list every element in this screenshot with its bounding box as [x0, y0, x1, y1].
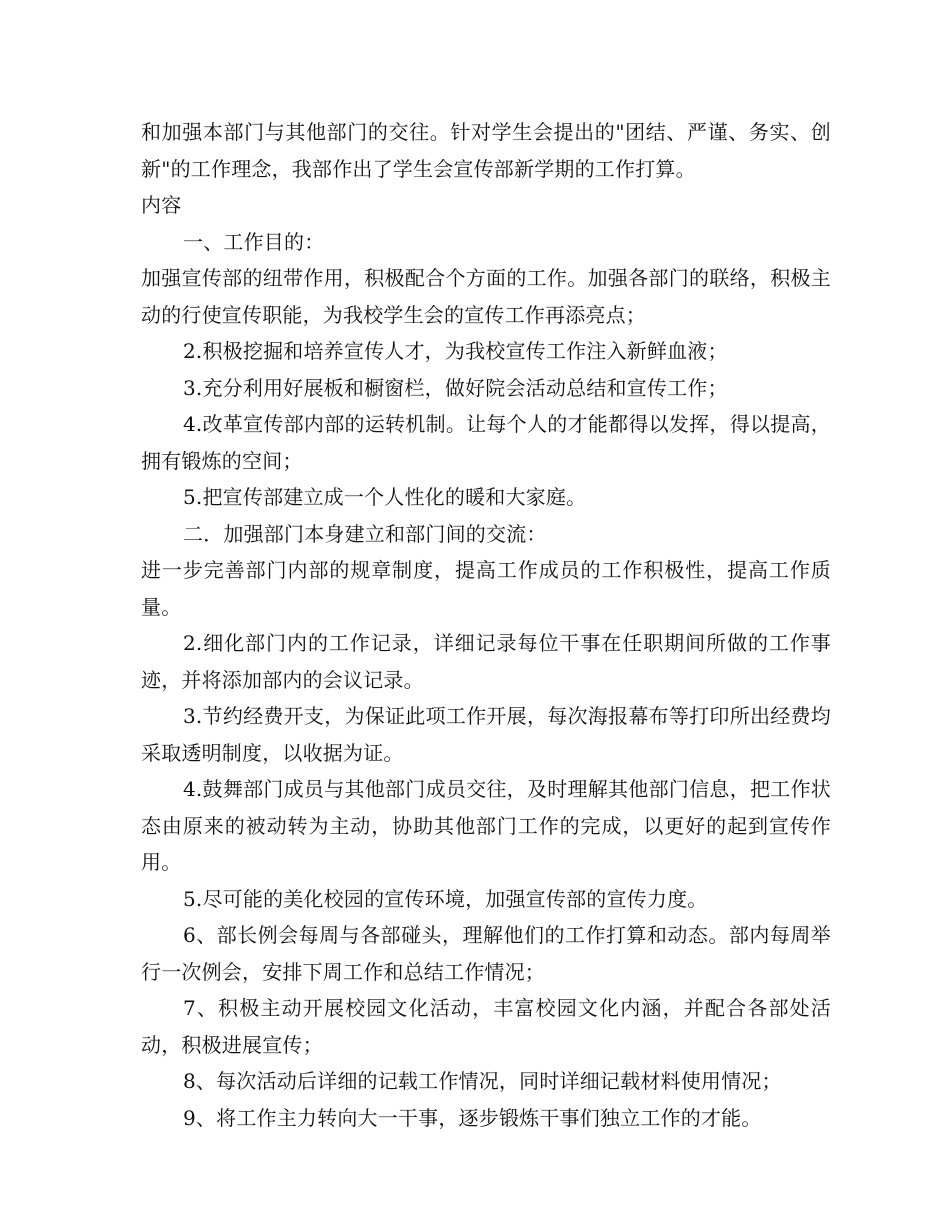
list-item: 6、部长例会每周与各部碰头，理解他们的工作打算和动态。部内每周举行一次例会，安排下周工作和总结工作情况；	[141, 923, 831, 984]
list-item: 9、将工作主力转向大一干事，逐步锻炼干事们独立工作的才能。	[183, 1105, 762, 1130]
heading-department-building: 二．加强部门本身建立和部门间的交流：	[183, 521, 547, 546]
list-item: 3.充分利用好展板和橱窗栏，做好院会活动总结和宣传工作；	[183, 375, 728, 400]
list-item: 8、每次活动后详细的记载工作情况，同时详细记载材料使用情况；	[183, 1069, 782, 1093]
list-item: 4.鼓舞部门成员与其他部门成员交往，及时理解其他部门信息，把工作状态由原来的被动转为主动，协助其他部门工作的完成，以更好的起到宣传作用。	[141, 777, 831, 874]
list-item: 2.细化部门内的工作记录，详细记录每位干事在任职期间所做的工作事迹，并将添加部内的会议记录。	[141, 631, 831, 692]
document-body	[141, 114, 831, 1136]
list-item: 5.把宣传部建立成一个人性化的暖和大家庭。	[183, 485, 587, 509]
list-item: 5.尽可能的美化校园的宣传环境，加强宣传部的宣传力度。	[183, 886, 708, 911]
list-item: 3.节约经费开支，为保证此项工作开展，每次海报幕布等打印所出经费均采取透明制度，以收据为证。	[141, 704, 831, 765]
list-item: 2.积极挖掘和培养宣传人才，为我校宣传工作注入新鲜血液；	[183, 339, 728, 363]
section-label-content: 内容	[141, 193, 182, 217]
paragraph: 加强宣传部的纽带作用，积极配合个方面的工作。加强各部门的联络，积极主动的行使宣传职能，为我校学生会的宣传工作再添亮点；	[141, 266, 831, 327]
paragraph: 进一步完善部门内部的规章制度，提高工作成员的工作积极性，提高工作质量。	[141, 558, 831, 619]
heading-work-purpose: 一、工作目的：	[183, 229, 325, 254]
paragraph: 和加强本部门与其他部门的交往。针对学生会提出的"团结、严谨、务实、创新"的工作理念，我部作出了学生会宣传部新学期的工作打算。	[141, 120, 831, 181]
list-item: 4.改革宣传部内部的运转机制。让每个人的才能都得以发挥，得以提高，拥有锻炼的空间；	[141, 412, 831, 473]
list-item: 7、积极主动开展校园文化活动，丰富校园文化内涵，并配合各部处活动，积极进展宣传；	[141, 996, 831, 1057]
